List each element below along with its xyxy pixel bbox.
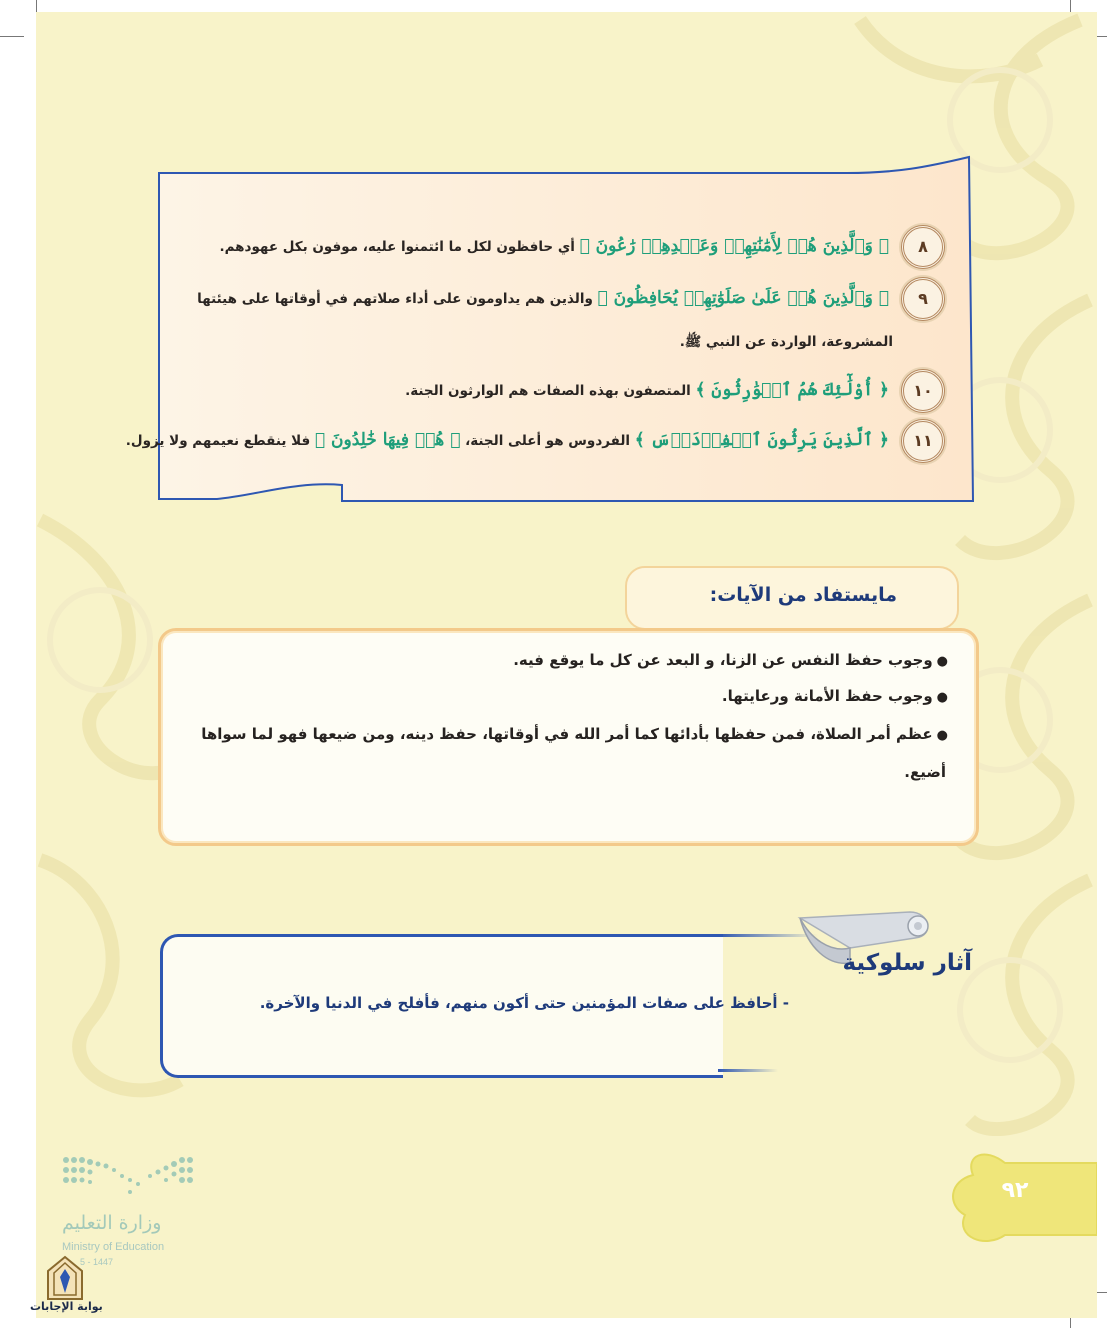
ayah-number-badge: ٩ [901,277,945,321]
benefit-item-continuation [904,763,946,781]
quran-text: ﴿ وَٱلَّذِينَ هُمۡ عَلَىٰ صَلَوَٰتِهِمۡ يُحَافِظُونَ ﴾ [597,288,889,308]
verse-explanation: والذين هم يداومون على أداء صلاتهم في أوقاتها على هيئتها [197,291,593,307]
quran-text: ﴿ وَٱلَّذِينَ هُمۡ لِأَمَٰنَٰتِهِمۡ وَعَهۡدِهِمۡ رَٰعُونَ ﴾ [579,236,889,256]
ayah-number-badge: ١٠ [901,369,945,413]
verses-explanation-box [125,155,975,505]
verse-explanation: الفردوس هو أعلى الجنة، [465,433,631,449]
verse-explanation: المتصفون بهذه الصفات هم الوارثون الجنة. [405,383,691,399]
benefit-item [513,651,948,669]
ministry-year: 5 - 1447 [80,1257,114,1267]
verse-line-10 [179,369,945,413]
benefit-item [722,687,948,705]
verse-line-9 [179,277,945,321]
box-border-fade [718,1069,778,1072]
ayah-number-badge: ٨ [901,225,945,269]
benefits-title-tab [625,566,959,630]
ministry-logo-dots [60,1152,200,1204]
gateway-watermark-text: بوابة الإجابات [30,1300,103,1313]
benefits-title: مايستفاد من الآيات: [709,584,897,606]
verse-explanation-continued: المشروعة، الواردة عن النبي ﷺ. [679,334,893,350]
verse-line-9-continued [179,333,893,353]
quran-text: ﴿ أُوْلَٰٓئِكَ هُمُ ٱلۡوَٰرِثُونَ ﴾ [695,380,889,400]
quran-text: ﴿ هُمۡ فِيهَا خَٰلِدُونَ ﴾ [314,430,461,450]
gateway-logo-icon [42,1255,88,1301]
verse-line-11 [125,419,945,463]
page-number: ٩٢ [1001,1178,1029,1203]
bullet-icon: ● [936,728,948,743]
bullet-icon: ● [936,654,948,669]
bullet-icon: ● [936,690,948,705]
benefit-item [201,725,948,743]
verse-explanation: فلا ينقطع نعيمهم ولا يزول. [125,433,311,449]
behavioral-effects-title: آثار سلوكية [842,950,972,976]
quran-text: ﴿ ٱلَّذِينَ يَرِثُونَ ٱلۡفِرۡدَوۡسَ ﴾ [634,430,889,450]
verse-line-8 [179,225,945,269]
ayah-number-badge: ١١ [901,419,945,463]
benefit-text: عظم أمر الصلاة، فمن حفظها بأدائها كما أمر الله في أوقاتها، حفظ دينه، ومن ضيعها فهو لما سواها [201,725,933,743]
benefit-text: وجوب حفظ النفس عن الزنا، و البعد عن كل ما يوقع فيه. [513,651,933,669]
benefit-text-continued: أضيع. [904,763,946,781]
benefit-text: وجوب حفظ الأمانة ورعايتها. [721,687,933,705]
behavioral-effects-text: - أحافظ على صفات المؤمنين حتى أكون منهم، فأفلح في الدنيا والآخرة. [259,994,789,1012]
ministry-name-english: Ministry of Education [62,1241,165,1253]
benefits-box [158,628,979,846]
verse-explanation: أي حافظون لكل ما ائتمنوا عليه، موفون بكل عهودهم. [219,239,575,255]
ministry-name-arabic: وزارة التعليم [62,1212,162,1234]
